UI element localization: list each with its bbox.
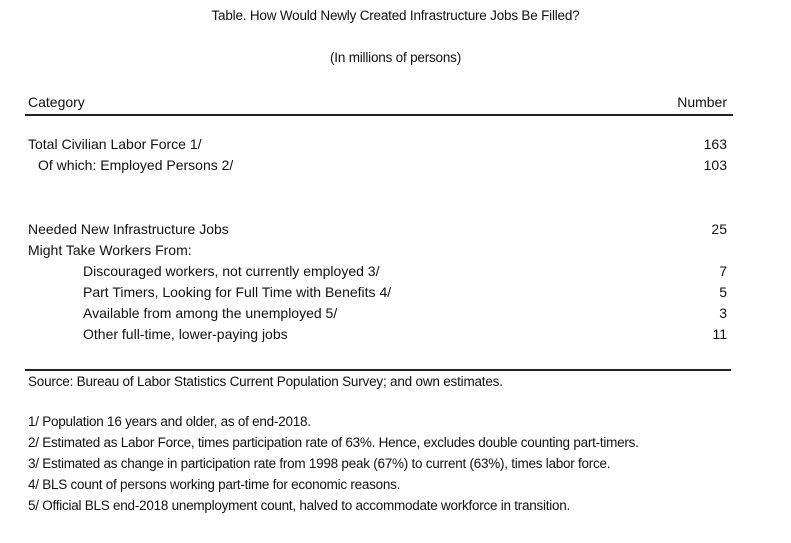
footnote-5: 5/ Official BLS end-2018 unemployment count, halved to accommodate workforce in transition. <box>28 498 571 513</box>
table-row <box>25 242 733 263</box>
row-label: Might Take Workers From: <box>28 242 192 258</box>
source-note: Source: Bureau of Labor Statistics Current Population Survey; and own estimates. <box>28 374 503 389</box>
row-label: Discouraged workers, not currently employed 3/ <box>83 263 380 279</box>
data-table <box>25 92 733 342</box>
row-value: 7 <box>719 263 727 279</box>
row-label: Part Timers, Looking for Full Time with Benefits 4/ <box>83 284 392 300</box>
row-value: 103 <box>703 157 727 173</box>
table-row <box>25 305 733 326</box>
table-header <box>25 92 733 114</box>
table-row <box>25 263 733 284</box>
footnote-1: 1/ Population 16 years and older, as of end-2018. <box>28 414 311 429</box>
table-row <box>25 284 733 305</box>
header-rule <box>25 114 733 116</box>
table-row <box>25 221 733 242</box>
row-value: 11 <box>712 326 727 342</box>
table-title: Table. How Would Newly Created Infrastructure Jobs Be Filled? <box>211 8 580 23</box>
row-label: Needed New Infrastructure Jobs <box>28 221 229 237</box>
footnote-2: 2/ Estimated as Labor Force, times participation rate of 63%. Hence, excludes double counting part-timers. <box>28 435 639 450</box>
table-subtitle: (In millions of persons) <box>330 50 461 65</box>
table-row <box>25 326 733 347</box>
row-value: 5 <box>719 284 727 300</box>
footnote-4: 4/ BLS count of persons working part-time for economic reasons. <box>28 477 401 492</box>
header-category: Category <box>28 94 85 110</box>
row-label: Other full-time, lower-paying jobs <box>83 326 288 342</box>
row-label: Of which: Employed Persons 2/ <box>38 157 234 173</box>
row-value: 25 <box>711 221 727 237</box>
header-number: Number <box>677 94 727 110</box>
row-value: 3 <box>719 305 727 321</box>
row-value: 163 <box>703 136 727 152</box>
row-label: Available from among the unemployed 5/ <box>83 305 338 321</box>
footnote-3: 3/ Estimated as change in participation rate from 1998 peak (67%) to current (63%), times labor force. <box>28 456 611 471</box>
row-label: Total Civilian Labor Force 1/ <box>28 136 202 152</box>
table-row <box>25 157 733 178</box>
table-bottom-rule <box>25 369 731 371</box>
table-row <box>25 136 733 157</box>
